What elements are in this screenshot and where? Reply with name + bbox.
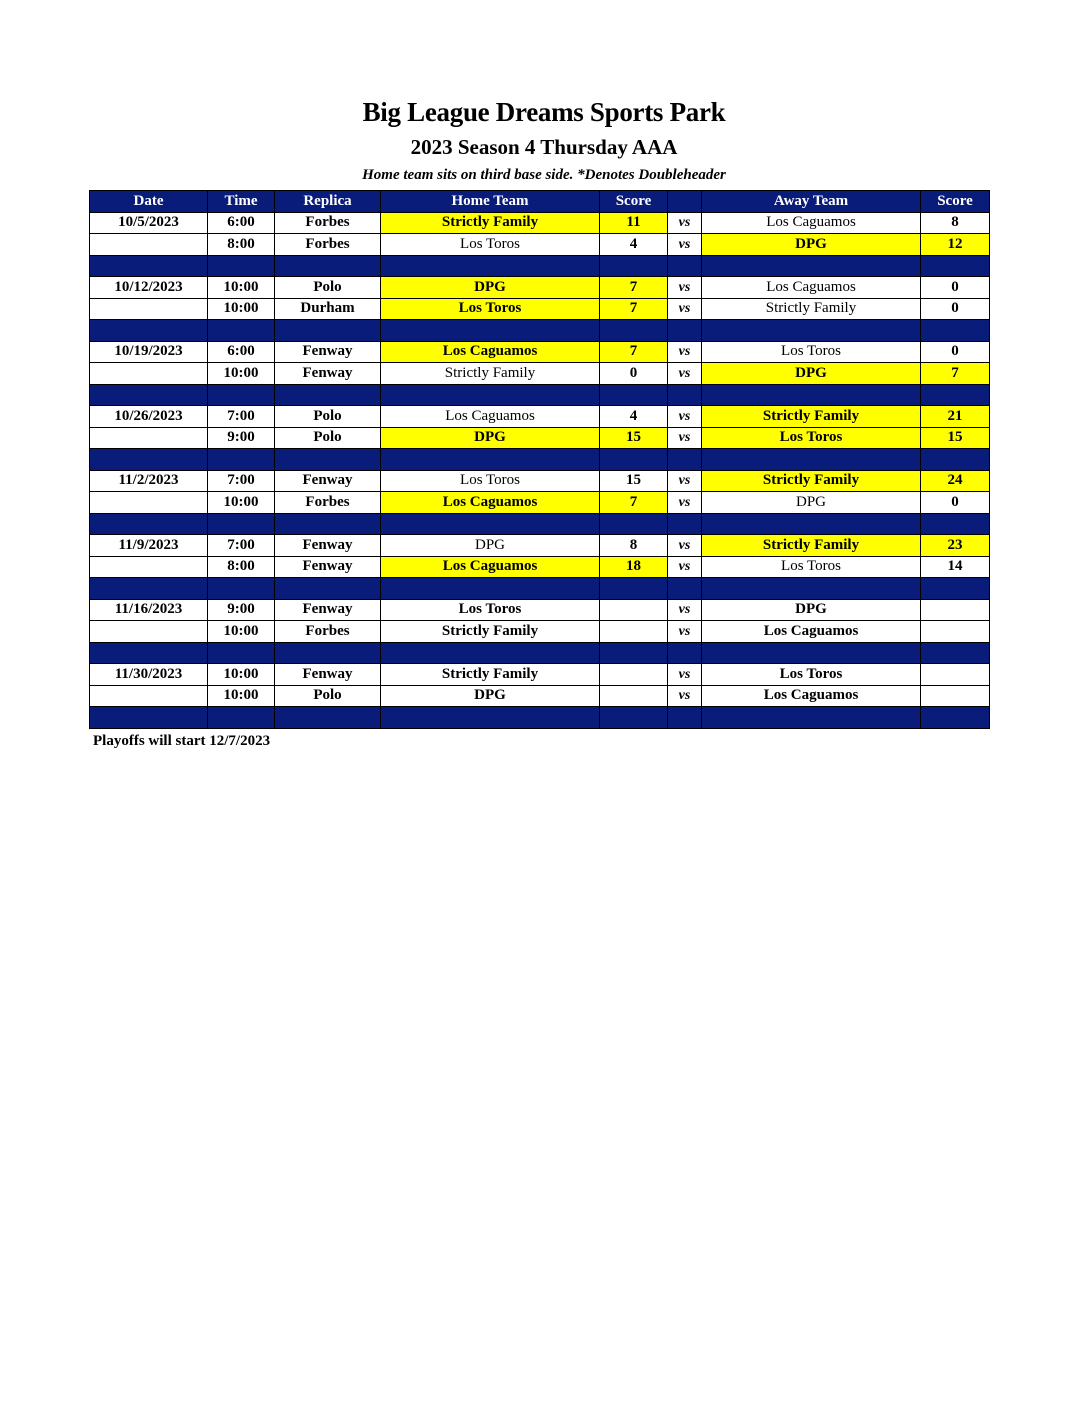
table-row — [90, 556, 990, 578]
cell-vs: vs — [668, 234, 702, 256]
cell-away-score — [921, 599, 990, 621]
separator-cell — [275, 449, 381, 471]
cell-home-team: Los Caguamos — [381, 406, 600, 428]
cell-away-team: Los Caguamos — [702, 685, 921, 707]
cell-replica: Fenway — [275, 535, 381, 557]
cell-home-score: 8 — [600, 535, 668, 557]
cell-away-team: DPG — [702, 492, 921, 514]
cell-vs: vs — [668, 212, 702, 234]
separator-cell — [600, 578, 668, 600]
cell-home-team: Los Caguamos — [381, 492, 600, 514]
cell-replica: Fenway — [275, 556, 381, 578]
col-header-time: Time — [208, 191, 275, 213]
separator-cell — [921, 513, 990, 535]
separator-cell — [90, 578, 208, 600]
separator-cell — [702, 513, 921, 535]
separator-cell — [702, 578, 921, 600]
cell-away-team: Strictly Family — [702, 298, 921, 320]
cell-away-score: 14 — [921, 556, 990, 578]
week-separator-row — [90, 513, 990, 535]
cell-vs: vs — [668, 492, 702, 514]
col-header-date: Date — [90, 191, 208, 213]
cell-vs: vs — [668, 341, 702, 363]
cell-time: 10:00 — [208, 492, 275, 514]
cell-away-team: Los Caguamos — [702, 277, 921, 299]
separator-cell — [381, 578, 600, 600]
cell-date — [90, 234, 208, 256]
cell-replica: Fenway — [275, 599, 381, 621]
separator-cell — [208, 642, 275, 664]
separator-cell — [381, 513, 600, 535]
cell-replica: Durham — [275, 298, 381, 320]
cell-time: 10:00 — [208, 621, 275, 643]
cell-time: 8:00 — [208, 234, 275, 256]
cell-home-team: Los Toros — [381, 298, 600, 320]
cell-away-score: 8 — [921, 212, 990, 234]
week-separator-row — [90, 255, 990, 277]
cell-time: 9:00 — [208, 599, 275, 621]
separator-cell — [600, 255, 668, 277]
separator-cell — [921, 320, 990, 342]
separator-cell — [668, 578, 702, 600]
cell-date — [90, 621, 208, 643]
cell-date — [90, 363, 208, 385]
cell-time: 7:00 — [208, 406, 275, 428]
separator-cell — [208, 255, 275, 277]
separator-cell — [702, 707, 921, 729]
separator-cell — [702, 642, 921, 664]
cell-vs: vs — [668, 427, 702, 449]
cell-home-score: 4 — [600, 406, 668, 428]
cell-vs: vs — [668, 535, 702, 557]
separator-cell — [275, 255, 381, 277]
cell-away-team: Los Toros — [702, 427, 921, 449]
cell-home-team: Strictly Family — [381, 664, 600, 686]
cell-home-team: Strictly Family — [381, 363, 600, 385]
cell-away-team: DPG — [702, 363, 921, 385]
cell-away-score: 0 — [921, 277, 990, 299]
separator-cell — [381, 255, 600, 277]
table-row — [90, 234, 990, 256]
cell-time: 10:00 — [208, 298, 275, 320]
separator-cell — [275, 384, 381, 406]
cell-date — [90, 427, 208, 449]
separator-cell — [668, 449, 702, 471]
cell-away-score — [921, 621, 990, 643]
col-header-vs — [668, 191, 702, 213]
cell-replica: Forbes — [275, 212, 381, 234]
separator-cell — [921, 578, 990, 600]
separator-cell — [90, 384, 208, 406]
cell-vs: vs — [668, 621, 702, 643]
cell-away-team: Strictly Family — [702, 470, 921, 492]
cell-time: 10:00 — [208, 277, 275, 299]
cell-away-team: Los Caguamos — [702, 621, 921, 643]
col-header-away-team: Away Team — [702, 191, 921, 213]
cell-vs: vs — [668, 277, 702, 299]
cell-home-team: Los Toros — [381, 234, 600, 256]
separator-cell — [90, 255, 208, 277]
table-row — [90, 492, 990, 514]
cell-time: 6:00 — [208, 212, 275, 234]
cell-home-team: Los Caguamos — [381, 341, 600, 363]
cell-date — [90, 685, 208, 707]
cell-away-score: 12 — [921, 234, 990, 256]
cell-home-team: DPG — [381, 535, 600, 557]
separator-cell — [668, 320, 702, 342]
separator-cell — [90, 707, 208, 729]
cell-date: 11/16/2023 — [90, 599, 208, 621]
cell-time: 7:00 — [208, 535, 275, 557]
separator-cell — [208, 707, 275, 729]
cell-home-score: 7 — [600, 277, 668, 299]
cell-home-score: 7 — [600, 298, 668, 320]
separator-cell — [668, 255, 702, 277]
separator-cell — [921, 384, 990, 406]
separator-cell — [90, 513, 208, 535]
cell-vs: vs — [668, 363, 702, 385]
table-row — [90, 621, 990, 643]
cell-replica: Forbes — [275, 492, 381, 514]
cell-replica: Fenway — [275, 470, 381, 492]
table-row — [90, 685, 990, 707]
table-row — [90, 427, 990, 449]
week-separator-row — [90, 642, 990, 664]
cell-home-score: 7 — [600, 492, 668, 514]
table-row — [90, 363, 990, 385]
separator-cell — [702, 320, 921, 342]
cell-home-team: Strictly Family — [381, 212, 600, 234]
cell-away-team: DPG — [702, 599, 921, 621]
cell-replica: Fenway — [275, 664, 381, 686]
cell-date: 11/30/2023 — [90, 664, 208, 686]
cell-date — [90, 298, 208, 320]
cell-time: 10:00 — [208, 363, 275, 385]
cell-away-team: Los Toros — [702, 556, 921, 578]
separator-cell — [600, 513, 668, 535]
schedule-body — [90, 212, 990, 728]
cell-time: 8:00 — [208, 556, 275, 578]
cell-replica: Fenway — [275, 363, 381, 385]
cell-home-score — [600, 664, 668, 686]
table-row — [90, 341, 990, 363]
separator-cell — [600, 320, 668, 342]
week-separator-row — [90, 384, 990, 406]
separator-cell — [275, 707, 381, 729]
separator-cell — [275, 642, 381, 664]
cell-date — [90, 556, 208, 578]
separator-cell — [208, 578, 275, 600]
table-row — [90, 277, 990, 299]
cell-vs: vs — [668, 298, 702, 320]
separator-cell — [275, 513, 381, 535]
schedule-note: Home team sits on third base side. *Denotes Doubleheader — [362, 167, 726, 183]
cell-replica: Polo — [275, 406, 381, 428]
cell-date: 11/9/2023 — [90, 535, 208, 557]
table-row — [90, 298, 990, 320]
separator-cell — [668, 642, 702, 664]
cell-home-team: DPG — [381, 277, 600, 299]
cell-home-score — [600, 685, 668, 707]
separator-cell — [381, 384, 600, 406]
cell-home-score: 15 — [600, 427, 668, 449]
cell-replica: Polo — [275, 277, 381, 299]
table-row — [90, 535, 990, 557]
cell-home-score: 4 — [600, 234, 668, 256]
cell-vs: vs — [668, 685, 702, 707]
page-subtitle: 2023 Season 4 Thursday AAA — [410, 135, 678, 159]
table-row — [90, 470, 990, 492]
table-header-row — [90, 191, 990, 213]
separator-cell — [668, 513, 702, 535]
cell-home-score: 18 — [600, 556, 668, 578]
separator-cell — [275, 320, 381, 342]
cell-vs: vs — [668, 599, 702, 621]
week-separator-row — [90, 320, 990, 342]
separator-cell — [921, 642, 990, 664]
cell-vs: vs — [668, 406, 702, 428]
col-header-replica: Replica — [275, 191, 381, 213]
table-row — [90, 406, 990, 428]
table-row — [90, 599, 990, 621]
cell-away-score: 23 — [921, 535, 990, 557]
cell-home-team: DPG — [381, 427, 600, 449]
separator-cell — [702, 384, 921, 406]
col-header-home-team: Home Team — [381, 191, 600, 213]
separator-cell — [381, 320, 600, 342]
separator-cell — [921, 255, 990, 277]
cell-time: 7:00 — [208, 470, 275, 492]
cell-home-score: 0 — [600, 363, 668, 385]
cell-date: 11/2/2023 — [90, 470, 208, 492]
separator-cell — [600, 707, 668, 729]
separator-cell — [921, 707, 990, 729]
table-row — [90, 664, 990, 686]
cell-vs: vs — [668, 470, 702, 492]
cell-home-score — [600, 621, 668, 643]
cell-replica: Polo — [275, 427, 381, 449]
cell-home-score: 15 — [600, 470, 668, 492]
cell-date: 10/26/2023 — [90, 406, 208, 428]
cell-date — [90, 492, 208, 514]
separator-cell — [90, 449, 208, 471]
week-separator-row — [90, 707, 990, 729]
cell-away-score: 0 — [921, 341, 990, 363]
cell-away-score: 21 — [921, 406, 990, 428]
separator-cell — [90, 642, 208, 664]
separator-cell — [381, 707, 600, 729]
cell-home-score — [600, 599, 668, 621]
cell-home-score: 11 — [600, 212, 668, 234]
separator-cell — [208, 320, 275, 342]
week-separator-row — [90, 449, 990, 471]
week-separator-row — [90, 578, 990, 600]
cell-home-team: Strictly Family — [381, 621, 600, 643]
cell-replica: Polo — [275, 685, 381, 707]
cell-date: 10/19/2023 — [90, 341, 208, 363]
separator-cell — [600, 384, 668, 406]
cell-date: 10/5/2023 — [90, 212, 208, 234]
cell-replica: Fenway — [275, 341, 381, 363]
cell-replica: Forbes — [275, 621, 381, 643]
cell-time: 10:00 — [208, 664, 275, 686]
cell-time: 10:00 — [208, 685, 275, 707]
cell-home-team: Los Toros — [381, 470, 600, 492]
cell-away-score: 0 — [921, 492, 990, 514]
col-header-home-score: Score — [600, 191, 668, 213]
separator-cell — [702, 449, 921, 471]
cell-away-score: 15 — [921, 427, 990, 449]
cell-vs: vs — [668, 664, 702, 686]
playoffs-note: Playoffs will start 12/7/2023 — [93, 733, 271, 749]
separator-cell — [668, 707, 702, 729]
cell-home-team: Los Caguamos — [381, 556, 600, 578]
cell-away-score: 0 — [921, 298, 990, 320]
separator-cell — [600, 449, 668, 471]
separator-cell — [275, 578, 381, 600]
separator-cell — [381, 449, 600, 471]
separator-cell — [90, 320, 208, 342]
cell-away-score: 7 — [921, 363, 990, 385]
cell-date: 10/12/2023 — [90, 277, 208, 299]
table-row — [90, 212, 990, 234]
separator-cell — [208, 384, 275, 406]
cell-away-score — [921, 685, 990, 707]
cell-away-team: Los Toros — [702, 341, 921, 363]
separator-cell — [381, 642, 600, 664]
page-title: Big League Dreams Sports Park — [362, 97, 726, 127]
cell-away-team: Los Caguamos — [702, 212, 921, 234]
separator-cell — [921, 449, 990, 471]
cell-home-score: 7 — [600, 341, 668, 363]
cell-time: 9:00 — [208, 427, 275, 449]
cell-vs: vs — [668, 556, 702, 578]
cell-away-score: 24 — [921, 470, 990, 492]
cell-away-team: Strictly Family — [702, 535, 921, 557]
cell-home-team: Los Toros — [381, 599, 600, 621]
schedule-table — [89, 190, 990, 729]
separator-cell — [668, 384, 702, 406]
cell-time: 6:00 — [208, 341, 275, 363]
col-header-away-score: Score — [921, 191, 990, 213]
separator-cell — [600, 642, 668, 664]
cell-away-score — [921, 664, 990, 686]
separator-cell — [208, 513, 275, 535]
cell-away-team: Los Toros — [702, 664, 921, 686]
cell-away-team: DPG — [702, 234, 921, 256]
cell-home-team: DPG — [381, 685, 600, 707]
cell-replica: Forbes — [275, 234, 381, 256]
separator-cell — [702, 255, 921, 277]
separator-cell — [208, 449, 275, 471]
cell-away-team: Strictly Family — [702, 406, 921, 428]
